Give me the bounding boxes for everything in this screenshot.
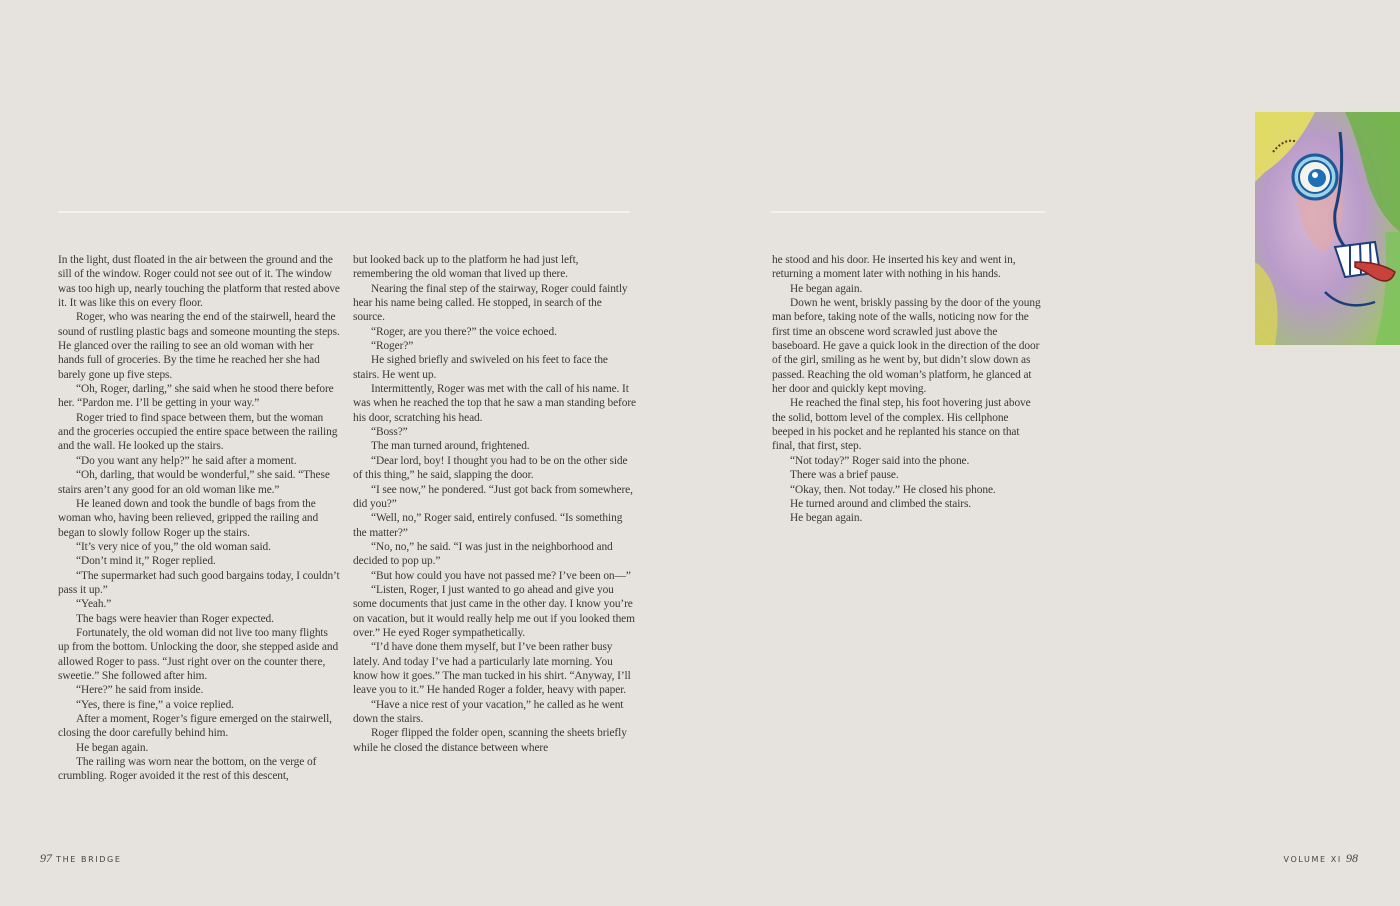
paragraph: Roger, who was nearing the end of the stairwell, heard the sound of rustling plastic bags and someone mounting the steps. He glanced over the railing to see an old woman with her hands full of groceries. By the time he reached her she had barely gone up five steps. (58, 311, 340, 381)
paragraph: “Don’t mind it,” Roger replied. (76, 555, 216, 568)
paragraph: “Okay, then. Not today.” He closed his phone. (790, 483, 996, 496)
abstract-face-painting-icon (1255, 112, 1400, 345)
text-column-3 (772, 253, 1042, 526)
paragraph: “Do you want any help?” he said after a moment. (76, 454, 297, 467)
paragraph: “It’s very nice of you,” the old woman said. (76, 540, 271, 553)
paragraph: Intermittently, Roger was met with the call of his name. It was when he reached the top that he saw a man standing before his door, scratching his head. (353, 383, 636, 424)
paragraph: “Dear lord, boy! I thought you had to be on the other side of this thing,” he said, slapping the door. (353, 454, 628, 482)
paragraph: “Oh, darling, that would be wonderful,” she said. “These stairs aren’t any good for an old woman like me.” (58, 469, 330, 496)
paragraph: “Well, no,” Roger said, entirely confused. “Is something the matter?” (353, 512, 623, 539)
paragraph: He began again. (790, 512, 863, 525)
paragraph: “Roger?” (371, 340, 414, 353)
paragraph: He began again. (76, 741, 149, 754)
paragraph: “Roger, are you there?” the voice echoed. (371, 325, 557, 338)
paragraph: He sighed briefly and swiveled on his feet to face the stairs. He went up. (353, 354, 608, 381)
paragraph: “But how could you have not passed me? I’ve been on—” (371, 569, 631, 582)
page-number-right: 98 (1346, 851, 1358, 865)
paragraph: but looked back up to the platform he had just left, remembering the old woman that lived up there. (353, 254, 579, 281)
paragraph: He reached the final step, his foot hovering just above the solid, bottom level of the complex. His cellphone beeped in his pocket and he replanted his stance on that final, that first, step. (772, 397, 1031, 453)
paragraph: “I see now,” he pondered. “Just got back from somewhere, did you?” (353, 483, 633, 510)
footer-right (1284, 851, 1358, 866)
paragraph: Nearing the final step of the stairway, Roger could faintly hear his name being called. He stopped, in search of the source. (353, 282, 628, 324)
paragraph: The railing was worn near the bottom, on the verge of crumbling. Roger avoided it the rest of this descent, (58, 756, 317, 783)
paragraph: “Listen, Roger, I just wanted to go ahead and give you some documents that just came in the other day. I know you’re on vacation, but it would really help me out if you looked them over.” He eyed Roger sympathetically. (353, 583, 635, 639)
paragraph: he stood and his door. He inserted his key and went in, returning a moment later with nothing in his hands. (772, 254, 1016, 281)
footer-left (40, 851, 121, 866)
top-rule-right (771, 211, 1045, 213)
paragraph: “No, no,” he said. “I was just in the neighborhood and decided to pop up.” (353, 540, 613, 568)
paragraph: He turned around and climbed the stairs. (790, 497, 972, 510)
paragraph: He leaned down and took the bundle of bags from the woman who, having been relieved, gripped the railing and began to slowly follow Roger up the stairs. (58, 497, 319, 539)
paragraph: After a moment, Roger’s figure emerged on the stairwell, closing the door carefully behind him. (58, 713, 332, 740)
paragraph: “I’d have done them myself, but I’ve been rather busy lately. And today I’ve had a particularly late morning. You know how it goes.” The man tucked in his shirt. “Anyway, I’ll leave you to it.” He handed Roger a folder, heavy with paper. (353, 641, 631, 697)
page-number-left: 97 (40, 851, 52, 865)
paragraph: Roger tried to find space between them, but the woman and the groceries occupied the entire space between the railing and the wall. He looked up the stairs. (58, 411, 338, 453)
publication-name: THE BRIDGE (56, 855, 122, 864)
paragraph: “Not today?” Roger said into the phone. (790, 454, 970, 467)
paragraph: “Have a nice rest of your vacation,” he called as he went down the stairs. (353, 698, 624, 725)
paragraph: Fortunately, the old woman did not live too many flights up from the bottom. Unlocking the door, she stepped aside and allowed Roger to pass. “Just right over on the counter there, sweetie.” She followed after him. (58, 626, 339, 682)
text-column-1 (58, 253, 341, 784)
paragraph: Down he went, briskly passing by the door of the young man before, taking note of the walls, noticing now for the first time an obscene word scrawled just above the baseboard. He gave a quick look in the direction of the door of the girl, smiling as he went by, but didn’t slow down as passed. Reaching the old woman’s platform, he glanced at her door and quickly kept moving. (772, 297, 1041, 396)
paragraph: “Boss?” (371, 426, 408, 439)
paragraph: “Oh, Roger, darling,” she said when he stood there before her. “Pardon me. I’ll be getting in your way.” (58, 383, 334, 410)
paragraph: “Yes, there is fine,” a voice replied. (76, 698, 234, 711)
paragraph: The bags were heavier than Roger expected. (76, 612, 274, 625)
text-column-2 (353, 253, 636, 755)
paragraph: He began again. (790, 282, 863, 295)
paragraph: Roger flipped the folder open, scanning the sheets briefly while he closed the distance between where (353, 727, 627, 754)
paragraph: “Here?” he said from inside. (76, 684, 204, 697)
paragraph: There was a brief pause. (790, 469, 899, 482)
top-rule-left (58, 211, 630, 213)
volume-label: VOLUME XI (1283, 855, 1342, 864)
paragraph: In the light, dust floated in the air between the ground and the sill of the window. Roger could not see out of it. The window was too high up, nearly touching the platform that rested above it. It was like this on every floor. (58, 254, 340, 310)
paragraph: “Yeah.” (76, 598, 112, 611)
paragraph: The man turned around, frightened. (371, 440, 530, 453)
paragraph: “The supermarket had such good bargains today, I couldn’t pass it up.” (58, 569, 340, 596)
